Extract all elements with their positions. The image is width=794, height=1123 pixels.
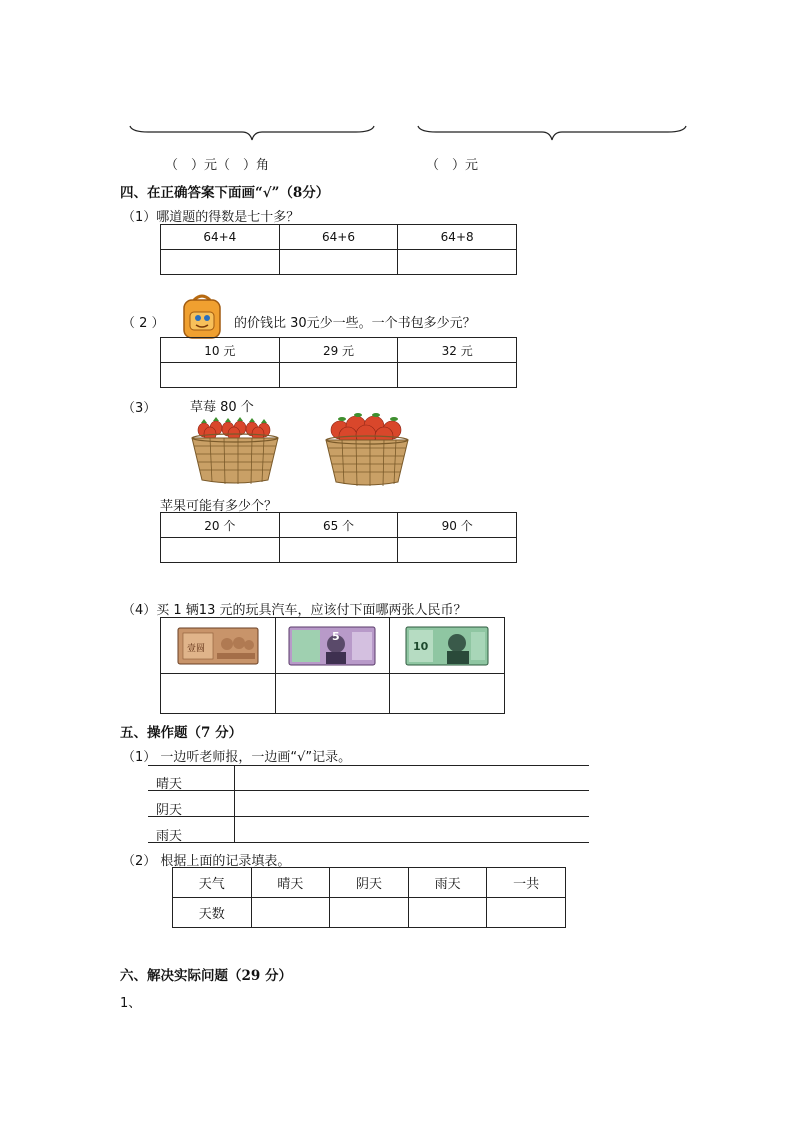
banknote-10yuan-icon bbox=[405, 626, 489, 666]
s5-q1-label: （1） 一边听老师报，一边画“√”记录。 bbox=[122, 750, 352, 765]
record-area-sunny[interactable] bbox=[236, 766, 588, 790]
weather-header: 一共 bbox=[487, 868, 566, 898]
q4-answer-cell[interactable] bbox=[390, 674, 505, 714]
q2-option: 10 元 bbox=[161, 338, 280, 363]
q1-answer-cell[interactable] bbox=[279, 250, 398, 275]
q2-text: 的价钱比 30元少一些。一个书包多少元？ bbox=[234, 316, 476, 331]
q2-option: 32 元 bbox=[398, 338, 517, 363]
banknote-10yuan-cell bbox=[390, 618, 505, 674]
q4-table bbox=[160, 617, 505, 714]
q1-option: 64+6 bbox=[279, 225, 398, 250]
q2-option: 29 元 bbox=[279, 338, 398, 363]
banknote-1yuan-icon bbox=[177, 627, 259, 665]
days-input-cell[interactable] bbox=[408, 898, 487, 928]
q3-option: 65 个 bbox=[279, 513, 398, 538]
q4-label: （4）买 1 辆13 元的玩具汽车，应该付下面哪两张人民币？ bbox=[122, 603, 467, 618]
right-brace bbox=[416, 120, 688, 144]
days-input-cell[interactable] bbox=[251, 898, 330, 928]
q1-label: （1）哪道题的得数是七十多？ bbox=[122, 210, 300, 225]
days-input-cell[interactable] bbox=[487, 898, 566, 928]
section4-heading: 四、在正确答案下面画“√”（8分） bbox=[120, 185, 330, 201]
q1-option: 64+8 bbox=[398, 225, 517, 250]
backpack-icon bbox=[178, 292, 226, 340]
q3-number: （3） bbox=[122, 401, 157, 416]
q1-option: 64+4 bbox=[161, 225, 280, 250]
banknote-5yuan-cell bbox=[275, 618, 390, 674]
q3-table bbox=[160, 512, 517, 563]
svg-text:5: 5 bbox=[332, 629, 341, 643]
section6-heading: 六、解决实际问题（29 分） bbox=[120, 968, 292, 984]
banknote-5yuan-icon bbox=[288, 626, 376, 666]
weather-table bbox=[172, 867, 566, 928]
q4-answer-cell[interactable] bbox=[161, 674, 276, 714]
record-row-sunny: 晴天 bbox=[156, 777, 183, 792]
q2-answer-cell[interactable] bbox=[161, 363, 280, 388]
record-area-rainy[interactable] bbox=[236, 817, 588, 842]
q1-table bbox=[160, 224, 517, 275]
weather-header: 阴天 bbox=[330, 868, 409, 898]
record-row-rainy: 雨天 bbox=[156, 829, 183, 844]
s6-item-1: 1、 bbox=[120, 996, 142, 1011]
q2-number: （ 2 ） bbox=[122, 316, 165, 331]
blank-yuan-jiao: （ ）元（ ）角 bbox=[165, 158, 270, 173]
q3-option: 20 个 bbox=[161, 513, 280, 538]
blank-yuan: （ ）元 bbox=[426, 158, 479, 173]
section5-heading: 五、操作题（7 分） bbox=[120, 725, 243, 741]
svg-text:壹圆: 壹圆 bbox=[186, 643, 205, 654]
q2-answer-cell[interactable] bbox=[279, 363, 398, 388]
days-row-label: 天数 bbox=[173, 898, 252, 928]
apple-basket-icon bbox=[324, 408, 410, 486]
record-divider bbox=[234, 765, 235, 842]
record-area-cloudy[interactable] bbox=[236, 791, 588, 816]
q1-answer-cell[interactable] bbox=[398, 250, 517, 275]
q2-answer-cell[interactable] bbox=[398, 363, 517, 388]
q3-question: 苹果可能有多少个？ bbox=[160, 499, 278, 514]
days-input-cell[interactable] bbox=[330, 898, 409, 928]
q3-answer-cell[interactable] bbox=[398, 538, 517, 563]
weather-header: 天气 bbox=[173, 868, 252, 898]
strawberry-basket-icon bbox=[190, 414, 280, 484]
q3-answer-cell[interactable] bbox=[161, 538, 280, 563]
weather-header: 晴天 bbox=[251, 868, 330, 898]
left-brace bbox=[128, 120, 376, 144]
record-row-cloudy: 阴天 bbox=[156, 803, 183, 818]
weather-header: 雨天 bbox=[408, 868, 487, 898]
q3-answer-cell[interactable] bbox=[279, 538, 398, 563]
q4-answer-cell[interactable] bbox=[275, 674, 390, 714]
s5-q2-label: （2） 根据上面的记录填表。 bbox=[122, 854, 291, 869]
record-line bbox=[148, 842, 589, 843]
svg-text:10: 10 bbox=[413, 639, 429, 653]
banknote-1yuan-cell bbox=[161, 618, 276, 674]
strawberry-label: 草莓 80 个 bbox=[190, 400, 254, 415]
q1-answer-cell[interactable] bbox=[161, 250, 280, 275]
q3-option: 90 个 bbox=[398, 513, 517, 538]
q2-table bbox=[160, 337, 517, 388]
